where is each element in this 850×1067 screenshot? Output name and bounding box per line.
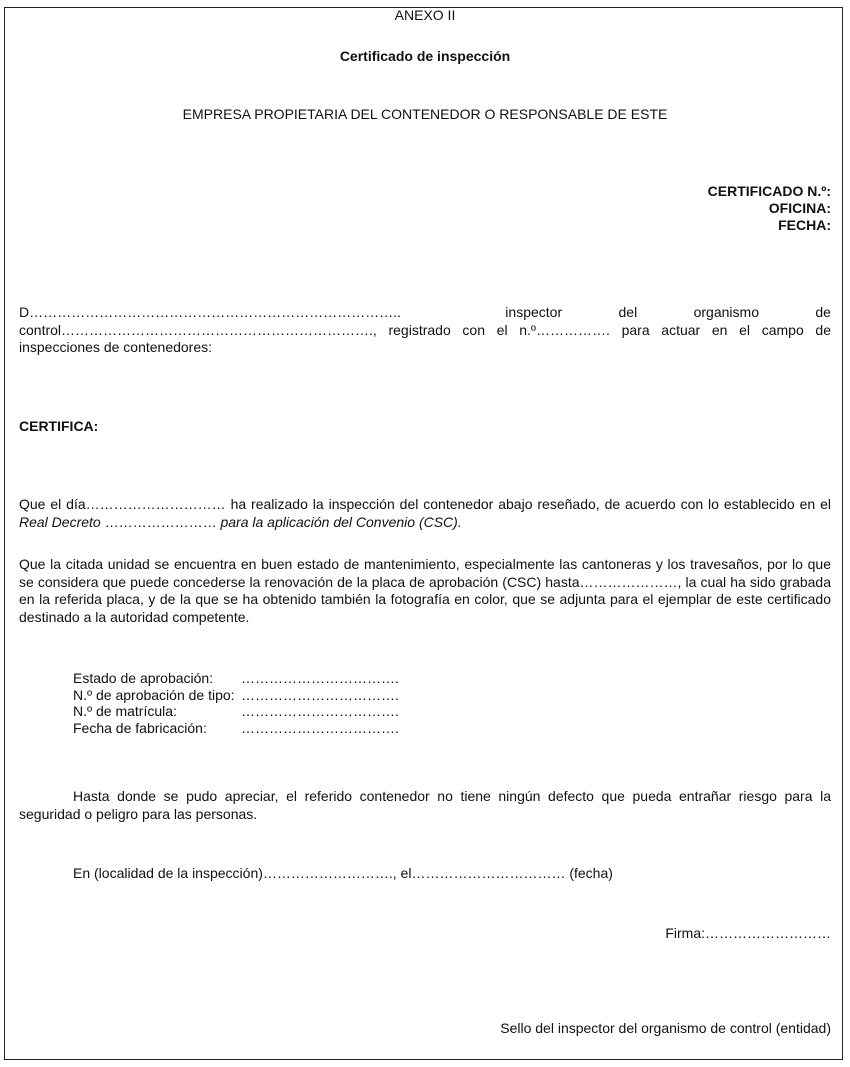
inspection-paragraph <box>19 496 831 531</box>
office-label: OFICINA: <box>768 200 831 216</box>
inspector-word: inspector <box>505 304 563 320</box>
safety-paragraph: Hasta donde se pudo apreciar, el referido contenedor no tiene ningún defecto que pueda entrañar riesgo para la seguridad o peligro para las personas. <box>19 788 831 822</box>
signature-line: Firma:……………………… <box>665 925 831 941</box>
renewal-paragraph: Que la citada unidad se encuentra en buen estado de mantenimiento, especialmente las cantoneras y los travesaños, por lo que se considera que puede concederse la renovación de la placa de aprobación (CSC) hasta…………………, la cual ha sido grabada en la referida placa, y de la que se ha obtenido también la fotografía en color, que se adjunta para el ejemplar de este certificado destinado a la autoridad competente. <box>19 556 831 625</box>
place-date-line: En (localidad de la inspección)………………………., el…………………………… (fecha) <box>73 865 613 881</box>
inspector-paragraph <box>19 304 831 357</box>
inspector-line-1 <box>19 304 831 322</box>
data-value: ……………………………. <box>241 703 399 719</box>
data-value: ……………………………. <box>241 719 399 736</box>
data-row-manufacture-date <box>73 720 399 737</box>
data-row-approval-state <box>73 670 399 687</box>
data-value: ……………………………. <box>241 686 399 703</box>
certificate-number-label: CERTIFICADO N.º: <box>707 183 831 199</box>
certificate-meta <box>708 183 831 234</box>
convenio-text: para la aplicación del Convenio (CSC). <box>220 513 462 530</box>
container-data-list <box>73 670 399 736</box>
date-label: FECHA: <box>778 217 831 233</box>
certifica-heading: CERTIFICA: <box>19 418 99 434</box>
data-value: ……………………………. <box>241 670 399 686</box>
inspector-line-3: inspecciones de contenedores: <box>19 339 213 355</box>
del-word: del <box>618 304 638 320</box>
inspection-line-2 <box>19 514 831 532</box>
data-row-registration <box>73 703 399 720</box>
inspector-name-dots: D…………………………………………………………………….. <box>19 304 401 320</box>
data-label: Fecha de fabricación: <box>73 719 207 736</box>
data-label: Estado de aprobación: <box>73 670 214 686</box>
document-frame <box>4 7 843 1060</box>
inspection-line-1: Que el día………………………… ha realizado la inspección del contenedor abajo reseñado, de acuerdo con lo establecido en el <box>19 496 831 512</box>
seal-caption: Sello del inspector del organismo de control (entidad) <box>500 1020 831 1036</box>
real-decreto-dots: …………………… <box>100 513 221 530</box>
company-heading: EMPRESA PROPIETARIA DEL CONTENEDOR O RESPONSABLE DE ESTE <box>182 106 668 122</box>
organismo-word: organismo <box>693 304 759 320</box>
de-word: de <box>815 304 831 320</box>
inspector-line-2: control…………………………………………………………., registrado con el n.º……………. para actuar en el campo de <box>19 321 831 338</box>
annex-label: ANEXO II <box>394 7 456 23</box>
document-title: Certificado de inspección <box>339 48 511 64</box>
data-label: N.º de aprobación de tipo: <box>73 686 235 703</box>
data-row-type-approval <box>73 687 399 704</box>
real-decreto-text: Real Decreto <box>19 513 101 530</box>
data-label: N.º de matrícula: <box>73 703 177 719</box>
